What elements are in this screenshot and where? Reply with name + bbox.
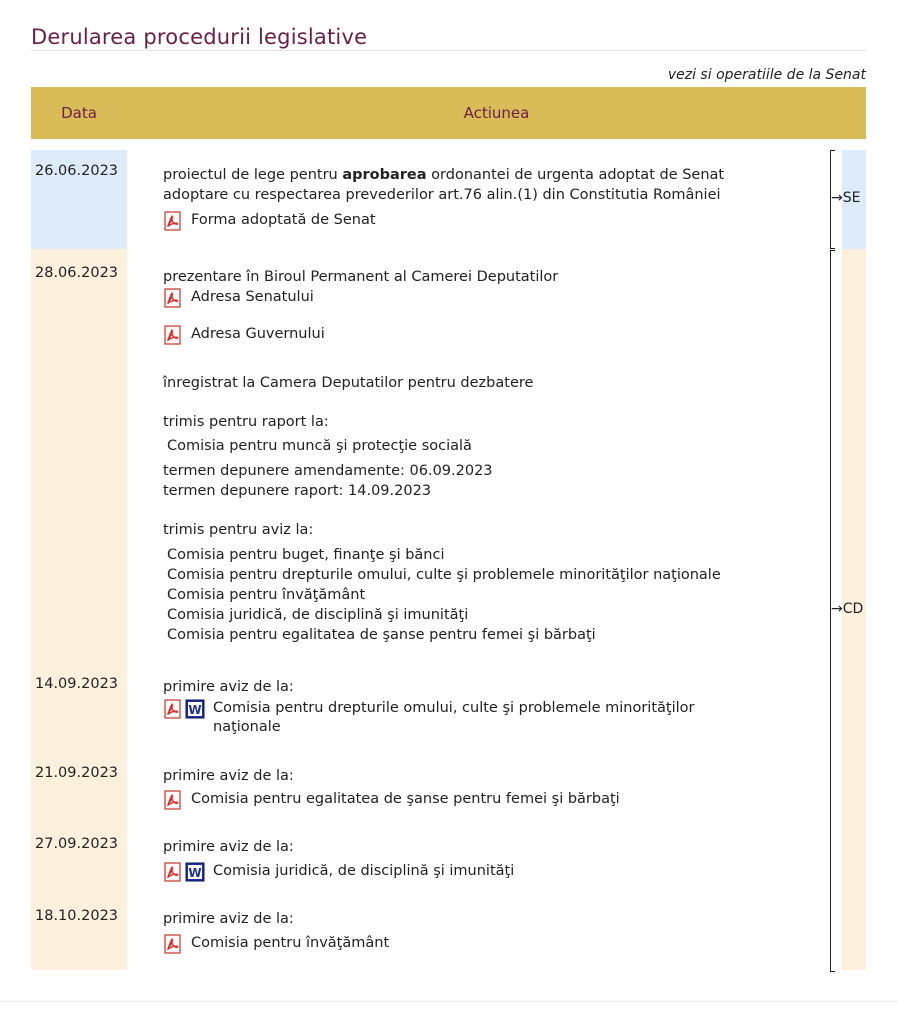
entry-date: 18.10.2023 xyxy=(35,908,119,924)
document-link-row[interactable] xyxy=(163,325,325,345)
document-link-row[interactable] xyxy=(163,211,376,231)
entry-text: înregistrat la Camera Deputatilor pentru dezbatere xyxy=(163,375,534,391)
entry-date: 26.06.2023 xyxy=(35,163,119,179)
document-link[interactable]: Comisia juridică, de disciplină şi imunităţi xyxy=(213,863,515,879)
document-link-row[interactable] xyxy=(163,790,620,810)
entry-text: trimis pentru aviz la: xyxy=(163,522,314,538)
entry-text: primire aviz de la: xyxy=(163,839,294,855)
committee-name: Comisia pentru egalitatea de şanse pentru femei şi bărbaţi xyxy=(167,627,596,643)
document-link[interactable]: Forma adoptată de Senat xyxy=(191,212,376,228)
pdf-file-icon[interactable] xyxy=(163,325,183,345)
pdf-file-icon[interactable] xyxy=(163,862,183,882)
pdf-file-icon[interactable] xyxy=(163,699,183,719)
bracket-tick xyxy=(830,250,835,251)
phase-label-cd: →CD xyxy=(831,601,864,617)
document-link-row[interactable] xyxy=(163,288,314,308)
bracket-tick xyxy=(830,971,835,972)
document-link[interactable]: Comisia pentru învăţământ xyxy=(191,935,390,951)
committee-name: Comisia juridică, de disciplină şi imunităţi xyxy=(167,607,469,623)
document-link[interactable]: Adresa Guvernului xyxy=(191,326,325,342)
page-title: Derularea procedurii legislative xyxy=(31,25,368,49)
entry-text: trimis pentru raport la: xyxy=(163,414,329,430)
document-link-row[interactable] xyxy=(163,862,514,882)
entry-text: primire aviz de la: xyxy=(163,679,294,695)
bracket-tick xyxy=(830,248,835,249)
committee-name: Comisia pentru muncă şi protecţie socială xyxy=(167,438,472,454)
phase-label-senat: →SE xyxy=(831,190,861,206)
document-link[interactable]: Comisia pentru drepturile omului, culte şi problemele minorităţilor naţionale xyxy=(213,700,695,735)
pdf-file-icon[interactable] xyxy=(163,211,183,231)
entry-text: adoptare cu respectarea prevederilor art.76 alin.(1) din Constitutia României xyxy=(163,187,721,203)
document-link[interactable]: Comisia pentru egalitatea de şanse pentru femei şi bărbaţi xyxy=(191,791,620,807)
committee-name: Comisia pentru buget, finanţe şi bănci xyxy=(167,547,445,563)
entry-text: termen depunere amendamente: 06.09.2023 xyxy=(163,463,493,479)
entry-text: proiectul de lege pentru aprobarea ordonantei de urgenta adoptat de Senat xyxy=(163,167,725,183)
footer-divider xyxy=(0,1001,898,1002)
committee-name: Comisia pentru învăţământ xyxy=(167,587,366,603)
document-link-row[interactable] xyxy=(163,699,694,737)
entry-date: 27.09.2023 xyxy=(35,836,119,852)
table-header xyxy=(31,87,866,139)
document-link[interactable]: Adresa Senatului xyxy=(191,289,314,305)
title-divider xyxy=(31,50,866,51)
word-file-icon[interactable] xyxy=(185,699,205,719)
header-action: Actiunea xyxy=(463,104,530,122)
entry-text: termen depunere raport: 14.09.2023 xyxy=(163,483,432,499)
header-date: Data xyxy=(61,104,97,122)
date-column-cd xyxy=(31,249,127,970)
entry-date: 21.09.2023 xyxy=(35,765,119,781)
entry-text: primire aviz de la: xyxy=(163,911,294,927)
pdf-file-icon[interactable] xyxy=(163,934,183,954)
entry-text: prezentare în Biroul Permanent al Camerei Deputatilor xyxy=(163,269,559,285)
word-file-icon[interactable] xyxy=(185,862,205,882)
entry-date: 14.09.2023 xyxy=(35,676,119,692)
bracket-tick xyxy=(830,150,835,151)
entry-date: 28.06.2023 xyxy=(35,265,119,281)
pdf-file-icon[interactable] xyxy=(163,790,183,810)
committee-name: Comisia pentru drepturile omului, culte şi problemele minorităţilor naţionale xyxy=(167,567,721,583)
pdf-file-icon[interactable] xyxy=(163,288,183,308)
senat-operations-link[interactable]: vezi si operatiile de la Senat xyxy=(667,67,866,83)
document-link-row[interactable] xyxy=(163,934,389,954)
entry-text: primire aviz de la: xyxy=(163,768,294,784)
